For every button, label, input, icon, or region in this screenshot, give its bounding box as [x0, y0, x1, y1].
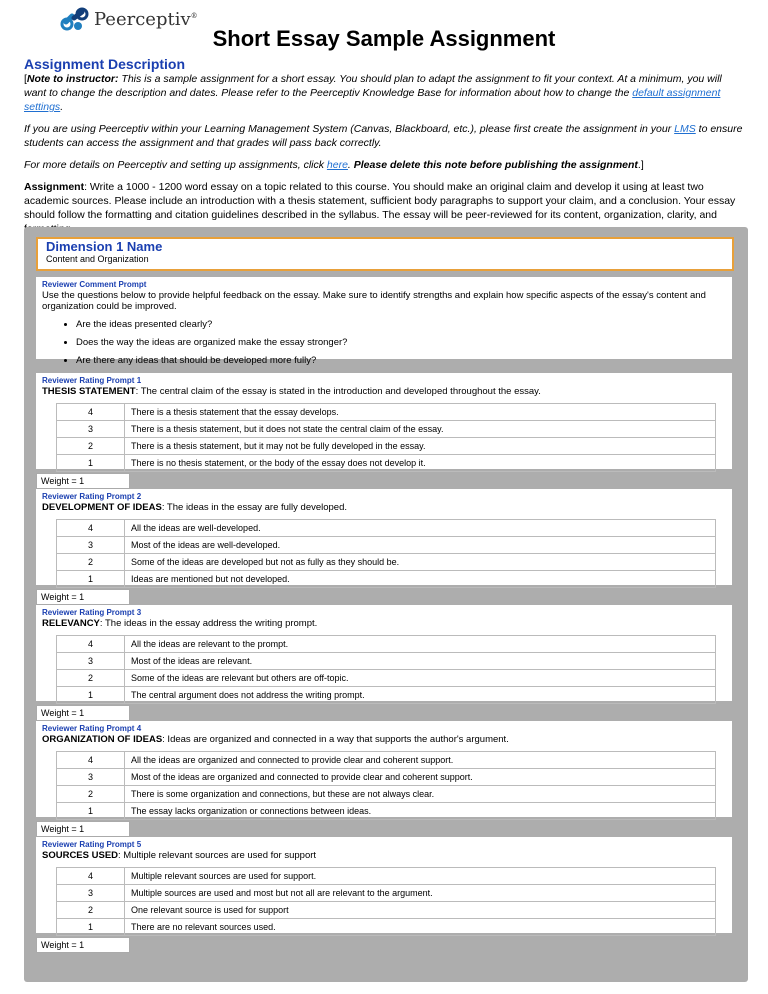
score-cell: 3 — [57, 421, 125, 438]
dimension-subtitle: Content and Organization — [46, 254, 149, 264]
table-row — [57, 752, 716, 769]
score-cell: 1 — [57, 919, 125, 936]
logo-text: Peerceptiv® — [94, 8, 198, 30]
rating-prompt-card — [36, 489, 732, 585]
score-cell: 4 — [57, 404, 125, 421]
lms-note: If you are using Peerceptiv within your Learning Management System (Canvas, Blackboard, etc.), please first create the assignment in your LMS to ensure students can access the assignment and that grades will pass back correctly. — [24, 123, 743, 149]
table-row — [57, 404, 716, 421]
table-row — [57, 902, 716, 919]
rating-prompt-text: DEVELOPMENT OF IDEAS: The ideas in the essay are fully developed. — [42, 502, 348, 513]
description-cell: There are no relevant sources used. — [125, 919, 716, 936]
description-cell: Most of the ideas are relevant. — [125, 653, 716, 670]
rating-scale-table — [56, 635, 716, 704]
rating-scale-table — [56, 867, 716, 936]
rating-prompt-label: Reviewer Rating Prompt 2 — [42, 492, 142, 501]
description-cell: There is a thesis statement that the essay develops. — [125, 404, 716, 421]
description-cell: Multiple relevant sources are used for support. — [125, 868, 716, 885]
rating-prompt-label: Reviewer Rating Prompt 1 — [42, 376, 142, 385]
score-cell: 2 — [57, 438, 125, 455]
score-cell: 3 — [57, 769, 125, 786]
list-item: • Are the ideas presented clearly? — [76, 316, 732, 334]
weight-label: Weight = 1 — [36, 473, 130, 489]
default-settings-link[interactable]: default assignment settings — [24, 87, 721, 113]
description-cell: There is a thesis statement, but it may not be fully developed in the essay. — [125, 438, 716, 455]
rating-scale-table — [56, 519, 716, 588]
table-row — [57, 670, 716, 687]
dimension-header — [36, 237, 734, 271]
description-cell: The central argument does not address the writing prompt. — [125, 687, 716, 704]
weight-label: Weight = 1 — [36, 589, 130, 605]
rating-prompt-text: SOURCES USED: Multiple relevant sources are used for support — [42, 850, 317, 861]
rating-prompt-text: RELEVANCY: The ideas in the essay address the writing prompt. — [42, 618, 318, 629]
rating-prompt-text: ORGANIZATION OF IDEAS: Ideas are organized and connected in a way that supports the author's argument. — [42, 734, 509, 745]
description-cell: There is no thesis statement, or the body of the essay does not develop it. — [125, 455, 716, 472]
score-cell: 1 — [57, 455, 125, 472]
rating-prompt-label: Reviewer Rating Prompt 3 — [42, 608, 142, 617]
score-cell: 4 — [57, 752, 125, 769]
rating-scale-table — [56, 403, 716, 472]
lms-link[interactable]: LMS — [674, 123, 696, 135]
description-cell: Most of the ideas are organized and connected to provide clear and coherent support. — [125, 769, 716, 786]
score-cell: 2 — [57, 786, 125, 803]
description-cell: The essay lacks organization or connections between ideas. — [125, 803, 716, 820]
rating-prompt-card — [36, 605, 732, 701]
table-row — [57, 786, 716, 803]
rating-prompt-label: Reviewer Rating Prompt 5 — [42, 840, 142, 849]
table-row — [57, 885, 716, 902]
score-cell: 3 — [57, 885, 125, 902]
assignment-description — [24, 56, 744, 244]
comment-prompt-text: Use the questions below to provide helpful feedback on the essay. Make sure to identify strengths and explain how specific aspects of the essay's content and organization could be improved. — [42, 290, 706, 312]
score-cell: 4 — [57, 520, 125, 537]
rating-prompt-card — [36, 373, 732, 469]
score-cell: 1 — [57, 571, 125, 588]
description-cell: Some of the ideas are relevant but others are off-topic. — [125, 670, 716, 687]
table-row — [57, 687, 716, 704]
section-heading: Assignment Description — [24, 56, 186, 72]
score-cell: 3 — [57, 653, 125, 670]
table-row — [57, 520, 716, 537]
score-cell: 2 — [57, 670, 125, 687]
weight-label: Weight = 1 — [36, 937, 130, 953]
table-row — [57, 438, 716, 455]
score-cell: 4 — [57, 636, 125, 653]
rating-scale-table — [56, 751, 716, 820]
table-row — [57, 571, 716, 588]
score-cell: 1 — [57, 687, 125, 704]
comment-questions — [36, 316, 732, 370]
weight-label: Weight = 1 — [36, 821, 130, 837]
description-cell: Most of the ideas are well-developed. — [125, 537, 716, 554]
description-cell: All the ideas are well-developed. — [125, 520, 716, 537]
score-cell: 4 — [57, 868, 125, 885]
table-row — [57, 803, 716, 820]
description-cell: Multiple sources are used and most but not all are relevant to the argument. — [125, 885, 716, 902]
table-row — [57, 636, 716, 653]
description-cell: Ideas are mentioned but not developed. — [125, 571, 716, 588]
description-cell: There is some organization and connections, but these are not always clear. — [125, 786, 716, 803]
details-note: For more details on Peerceptiv and setting up assignments, click here. Please delete this note before publishing the assignment.] — [24, 159, 644, 171]
rating-prompt-text: THESIS STATEMENT: The central claim of the essay is stated in the introduction and developed throughout the essay. — [42, 386, 541, 397]
rubric-panel — [24, 227, 748, 982]
comment-prompt-card — [36, 277, 732, 366]
table-row — [57, 769, 716, 786]
list-item: • Are there any ideas that should be developed more fully? — [76, 352, 732, 370]
score-cell: 2 — [57, 554, 125, 571]
description-cell: Some of the ideas are developed but not as fully as they should be. — [125, 554, 716, 571]
here-link[interactable]: here — [326, 159, 348, 171]
table-row — [57, 537, 716, 554]
score-cell: 3 — [57, 537, 125, 554]
instructor-note: [Note to instructor: This is a sample assignment for a short essay. You should plan to adapt the assignment to fit your context. At a minimum, you will want to change the description and dates. Please refer to the Peerceptiv Knowledge Base for information about how to change the default assignment settings. — [24, 73, 722, 113]
table-row — [57, 919, 716, 936]
rating-prompt-label: Reviewer Rating Prompt 4 — [42, 724, 142, 733]
list-item: • Does the way the ideas are organized make the essay stronger? — [76, 334, 732, 352]
assignment-text: Assignment: Write a 1000 - 1200 word essay on a topic related to this course. You should make an original claim and develop it using at least two academic sources. Please include an introduction with a thesis statement, sufficient body paragraphs to support your claim, and a conclusion. Your essay should follow the formatting and citation guidelines described in the syllabus. The essay will be peer-reviewed for its content, organization, clarity, and — [24, 181, 736, 221]
table-row — [57, 421, 716, 438]
weight-label: Weight = 1 — [36, 705, 130, 721]
score-cell: 1 — [57, 803, 125, 820]
description-cell: There is a thesis statement, but it does not state the central claim of the essay. — [125, 421, 716, 438]
table-row — [57, 868, 716, 885]
page-title: Short Essay Sample Assignment — [212, 26, 556, 51]
rating-prompt-card — [36, 837, 732, 933]
table-row — [57, 554, 716, 571]
description-cell: One relevant source is used for support — [125, 902, 716, 919]
description-cell: All the ideas are relevant to the prompt. — [125, 636, 716, 653]
rating-prompt-card — [36, 721, 732, 817]
table-row — [57, 653, 716, 670]
score-cell: 2 — [57, 902, 125, 919]
comment-prompt-label: Reviewer Comment Prompt — [42, 280, 147, 289]
dimension-name: Dimension 1 Name — [46, 239, 163, 254]
description-cell: All the ideas are organized and connected to provide clear and coherent support. — [125, 752, 716, 769]
table-row — [57, 455, 716, 472]
